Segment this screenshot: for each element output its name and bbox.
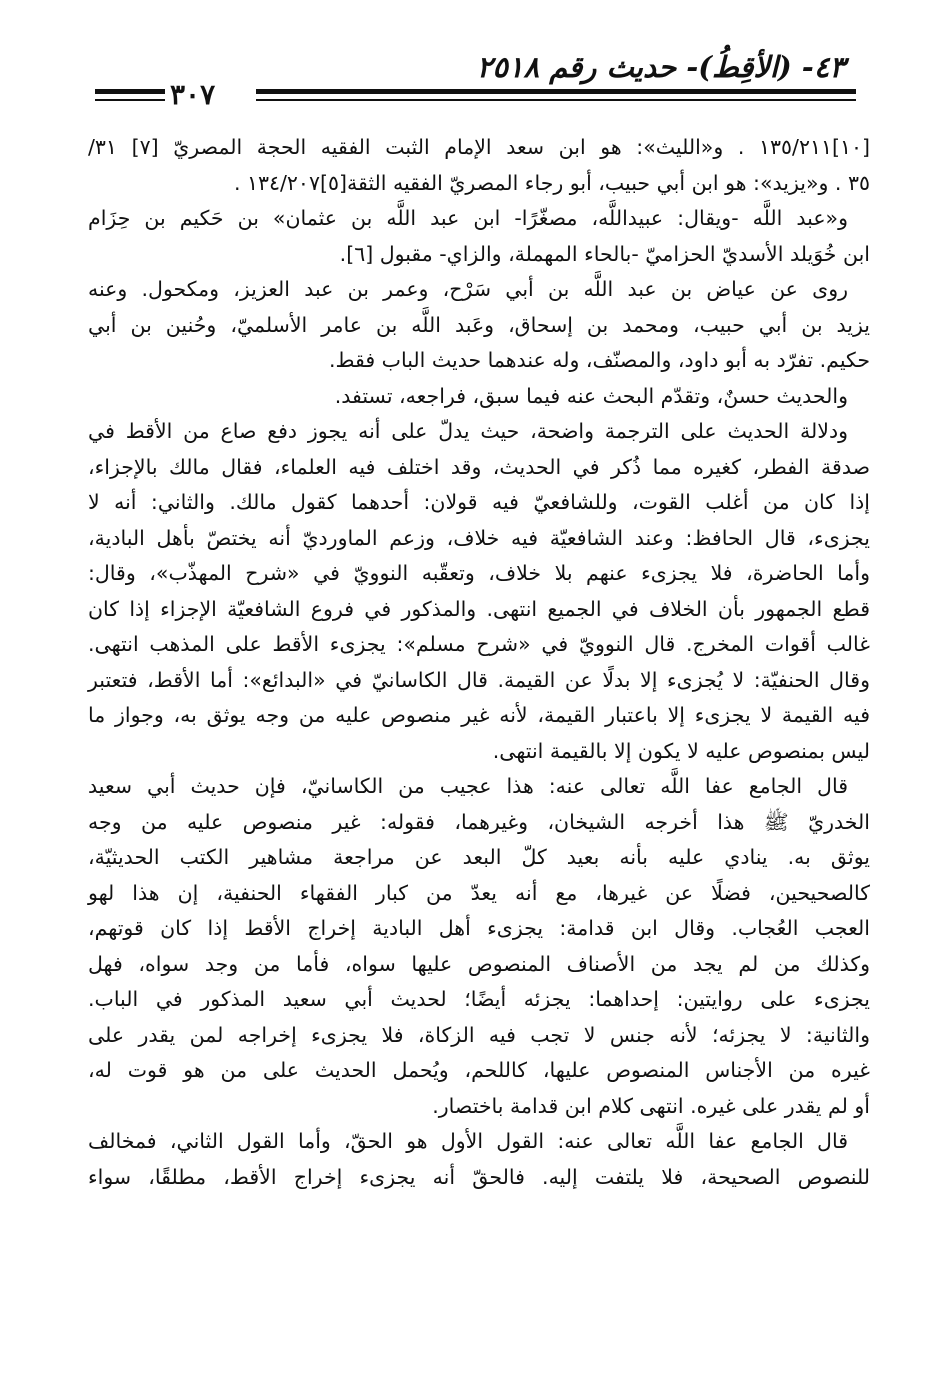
header-rule-right bbox=[256, 89, 856, 94]
text-line: وكذلك من لم يجد من الأصناف المنصوص عليها سواه، فأما من وجد سواه، فهل bbox=[88, 951, 870, 976]
text-line: كالصحيحين، فضلًا عن غيرها، مع أنه يعدّ من كبار الفقهاء الحنفية، إن هذا لهو bbox=[88, 880, 870, 905]
text-line: والحديث حسنٌ، وتقدّم البحث عنه فيما سبق، فراجعه، تستفد. bbox=[334, 383, 848, 408]
header-rule-right-thin bbox=[256, 99, 856, 101]
text-line: ليس بمنصوص عليه لا يكون إلا بالقيمة انتهى. bbox=[492, 738, 870, 763]
text-line: قال الجامع عفا اللَّه تعالى عنه: هذا عجيب من الكاسانيّ، فإن حديث أبي سعيد bbox=[88, 774, 848, 798]
text-line: أو لم يقدر على غيره. انتهى كلام ابن قدامة باختصار. bbox=[432, 1093, 870, 1118]
text-line: الخدريّ ﷺ هذا أخرجه الشيخان، وغيرهما، فقوله: غير منصوص عليه من وجه bbox=[88, 809, 870, 834]
text-line: روى عن عياض بن عبد اللَّه بن أبي سَرْح، وعمر بن عبد العزيز، ومكحول. وعنه bbox=[88, 277, 848, 301]
text-line: وقال الحنفيّة: لا يُجزىء إلا بدلًا عن القيمة. قال الكاسانيّ في «البدائع»: أما الأقط، فتعتبر bbox=[88, 667, 870, 692]
text-line: حكيم. تفرّد به أبو داود، والمصنّف، وله عندهما حديث الباب فقط. bbox=[329, 348, 870, 372]
text-line: غيره من الأجناس المنصوص عليها، كاللحم، ويُحمل الحديث على من هو قوت له، bbox=[88, 1058, 870, 1082]
text-line: ودلالة الحديث على الترجمة واضحة، حيث يدلّ على أنه يجوز دفع صاع من الأقط في bbox=[88, 419, 848, 443]
text-line: صدقة الفطر، كغيره مما ذُكر في الحديث، وقد اختلف فيه العلماء، فقال مالك بالإجزاء، bbox=[88, 454, 870, 479]
text-line: قطع الجمهور بأن الخلاف في الجميع انتهى. والمذكور في فروع الشافعيّة الإجزاء إذا كان bbox=[88, 596, 870, 621]
text-line: قال الجامع عفا اللَّه تعالى عنه: القول الأول هو الحقّ، وأما القول الثاني، فمخالف bbox=[88, 1129, 848, 1153]
text-line: العجب العُجاب. وقال ابن قدامة: يجزىء أهل البادية إخراج الأقط إذا كان قوتهم، bbox=[88, 916, 870, 940]
text-line: [١٠]١٣٥/٢١١ . و«الليث»: هو ابن سعد الإمام الثبت الفقيه الحجة المصريّ [٧] ٣١/ bbox=[88, 135, 871, 159]
text-line: يجزىء على روايتين: إحداهما: يجزئه أيضًا؛ لحديث أبي سعيد المذكور في الباب. bbox=[88, 987, 870, 1011]
text-line: للنصوص الصحيحة، فلا يلتفت إليه. فالحقّ أنه يجزىء إخراج الأقط، مطلقًا، سواء bbox=[88, 1164, 870, 1189]
text-line: ابن خُوَيلد الأسديّ الحزاميّ -بالحاء المهملة، والزاي- مقبول [٦]. bbox=[339, 241, 870, 266]
header-rule-left-thin bbox=[95, 99, 165, 101]
text-line: و«عبد اللَّه -ويقال: عبيداللَّه، مصغّرًا- ابن عبد اللَّه بن عثمان» بن حَكيم بن حِزَام bbox=[88, 206, 848, 230]
text-line: ٣٥ . و«يزيد»: هو ابن أبي حبيب، أبو رجاء المصريّ الفقيه الثقة[٥]١٣٤/٢٠٧ . bbox=[233, 170, 870, 195]
text-line: وأما الحاضرة، فلا يجزىء عنهم بلا خلاف، وتعقّبه النوويّ في «شرح المهذّب»، وقال: bbox=[88, 561, 870, 585]
header-rule-left bbox=[95, 89, 165, 94]
text-line: غالب أقوات المخرج. قال النوويّ في «شرح مسلم»: يجزىء الأقط على المذهب انتهى. bbox=[88, 632, 870, 656]
text-line: يزيد بن أبي حبيب، ومحمد بن إسحاق، وعَبد اللَّه بن عامر الأسلميّ، وحُنين بن أبي bbox=[88, 312, 870, 337]
text-line: والثانية: لا يجزئه؛ لأنه جنس لا تجب فيه الزكاة، فلا يجزىء إخراجه لمن يقدر على bbox=[88, 1022, 870, 1047]
running-header-title: ٤٣- (الأقِطُ)- حديث رقم ٢٥١٨ bbox=[476, 50, 845, 84]
text-line: فيه القيمة لا يجزىء إلا باعتبار القيمة، لأنه غير منصوص عليه من وجه يوثق به، وجواز ما bbox=[88, 703, 870, 727]
text-line: يوثق به. ينادي عليه بأنه بعيد كلّ البعد عن مراجعة مشاهير الكتب الحديثيّة، bbox=[88, 845, 870, 869]
page-number: ٣٠٧ bbox=[170, 78, 216, 111]
text-line: إذا كان من أغلب القوت، وللشافعيّ فيه قولان: أحدهما كقول مالك. والثاني: أنه لا bbox=[88, 490, 870, 514]
text-line: يجزىء، قال الحافظ: وعند الشافعيّة فيه خلاف، وزعم الماورديّ أنه يختصّ بأهل البادية، bbox=[88, 525, 870, 550]
body-text bbox=[88, 130, 870, 1195]
